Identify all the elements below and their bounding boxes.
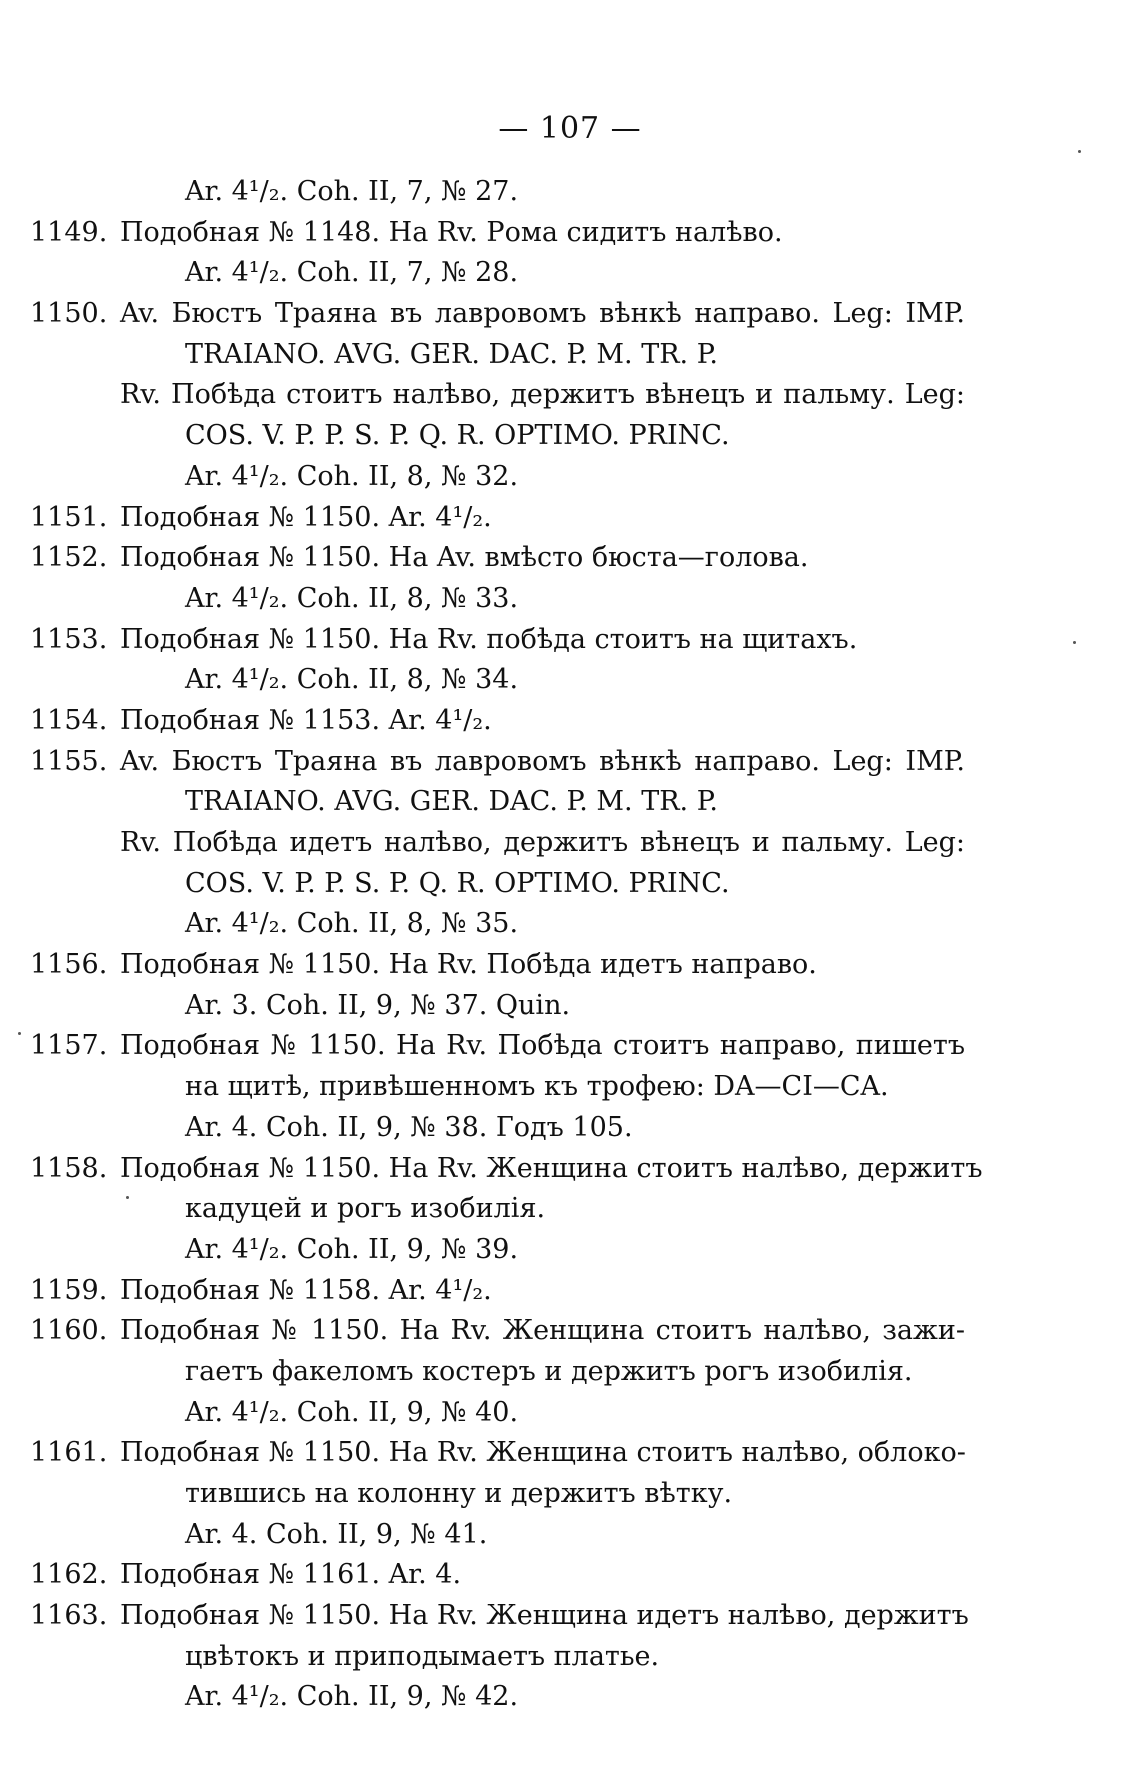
text-line bbox=[0, 1637, 1140, 1678]
line-text: Ar. 4¹/₂. Coh. II, 8, № 33. bbox=[185, 582, 519, 614]
entry-line bbox=[0, 701, 1140, 742]
entry-line bbox=[0, 1271, 1140, 1312]
text-line bbox=[0, 457, 1140, 498]
entry-number: 1159. bbox=[30, 1274, 108, 1306]
entry-number: 1156. bbox=[30, 949, 108, 981]
line-text: Подобная № 1158. Ar. 4¹/₂. bbox=[120, 1274, 492, 1306]
line-text: Подобная № 1150. На Av. вмѣсто бюста—голова. bbox=[120, 542, 809, 574]
line-text: Ar. 4. Coh. II, 9, № 38. Годъ 105. bbox=[185, 1111, 633, 1143]
text-line bbox=[0, 782, 1140, 823]
text-line bbox=[0, 660, 1140, 701]
entry-number: 1161. bbox=[30, 1437, 108, 1469]
entry-number: 1151. bbox=[30, 501, 108, 533]
entry-number: 1163. bbox=[30, 1600, 108, 1632]
text-line bbox=[0, 335, 1140, 376]
entry-number: 1160. bbox=[30, 1315, 108, 1347]
line-text: Подобная № 1150. На Rv. Женщина стоитъ налѣво, держитъ bbox=[120, 1152, 983, 1184]
entry-line bbox=[0, 945, 1140, 986]
line-text: цвѣтокъ и приподымаетъ платье. bbox=[185, 1640, 660, 1672]
line-text: гаетъ факеломъ костеръ и держитъ рогъ изобилія. bbox=[185, 1355, 913, 1387]
text-line bbox=[0, 375, 1140, 416]
line-text: Подобная № 1150. На Rv. Побѣда стоитъ направо, пишетъ bbox=[120, 1030, 965, 1062]
entry-line bbox=[0, 538, 1140, 579]
line-text: Ar. 4¹/₂. Coh. II, 7, № 28. bbox=[185, 257, 519, 289]
line-text: Подобная № 1150. На Rv. Женщина стоитъ налѣво, облоко- bbox=[120, 1437, 966, 1469]
line-text: тившись на колонну и держитъ вѣтку. bbox=[185, 1478, 733, 1509]
entry-line bbox=[0, 742, 1140, 783]
line-text: Ar. 3. Coh. II, 9, № 37. Quin. bbox=[185, 989, 571, 1021]
line-text: Ar. 4¹/₂. Coh. II, 8, № 35. bbox=[185, 908, 519, 940]
line-text: Ar. 4¹/₂. Coh. II, 7, № 27. bbox=[185, 176, 519, 207]
line-text: Подобная № 1148. На Rv. Рома сидитъ налѣво. bbox=[120, 216, 783, 248]
line-text: TRAIANO. AVG. GER. DAC. P. M. TR. P. bbox=[185, 786, 718, 818]
line-text: Ar. 4¹/₂. Coh. II, 8, № 32. bbox=[185, 460, 519, 492]
print-speck bbox=[1073, 641, 1076, 644]
print-speck bbox=[18, 1032, 21, 1035]
entry-number: 1152. bbox=[30, 542, 108, 574]
text-line bbox=[0, 172, 1140, 213]
line-text: Av. Бюстъ Траяна въ лавровомъ вѣнкѣ направо. Leg: IMP. bbox=[120, 298, 965, 330]
line-text: Подобная № 1161. Ar. 4. bbox=[120, 1559, 462, 1591]
entry-number: 1162. bbox=[30, 1559, 108, 1591]
line-text: Ar. 4. Coh. II, 9, № 41. bbox=[185, 1518, 488, 1550]
entry-line bbox=[0, 1555, 1140, 1596]
page-number: — 107 — bbox=[498, 111, 642, 146]
text-line bbox=[0, 823, 1140, 864]
entry-line bbox=[0, 1149, 1140, 1190]
entry-line bbox=[0, 498, 1140, 539]
text-line bbox=[0, 986, 1140, 1027]
entry-number: 1155. bbox=[30, 745, 108, 777]
entry-line bbox=[0, 1026, 1140, 1067]
entry-number: 1157. bbox=[30, 1030, 108, 1062]
line-text: TRAIANO. AVG. GER. DAC. P. M. TR. P. bbox=[185, 338, 718, 370]
text-line bbox=[0, 416, 1140, 457]
text-line bbox=[0, 1515, 1140, 1556]
line-text: Av. Бюстъ Траяна въ лавровомъ вѣнкѣ направо. Leg: IMP. bbox=[120, 745, 965, 777]
entry-line bbox=[0, 1311, 1140, 1352]
entry-line bbox=[0, 1596, 1140, 1637]
entry-line bbox=[0, 1433, 1140, 1474]
text-line bbox=[0, 1393, 1140, 1434]
line-text: COS. V. P. P. S. P. Q. R. OPTIMO. PRINC. bbox=[185, 420, 730, 452]
text-line bbox=[0, 904, 1140, 945]
line-text: Rv. Побѣда идетъ налѣво, держитъ вѣнецъ и пальму. Leg: bbox=[120, 827, 965, 858]
text-line bbox=[0, 253, 1140, 294]
text-line bbox=[0, 1067, 1140, 1108]
entry-number: 1154. bbox=[30, 704, 108, 736]
line-text: Подобная № 1150. На Rv. побѣда стоитъ на щитахъ. bbox=[120, 623, 858, 655]
text-line bbox=[0, 1677, 1140, 1718]
entry-line bbox=[0, 294, 1140, 335]
text-line bbox=[0, 1352, 1140, 1393]
text-line bbox=[0, 1474, 1140, 1515]
print-speck bbox=[1078, 150, 1081, 153]
entry-number: 1149. bbox=[30, 216, 108, 248]
entry-line bbox=[0, 213, 1140, 254]
text-line bbox=[0, 864, 1140, 905]
line-text: Ar. 4¹/₂. Coh. II, 8, № 34. bbox=[185, 664, 519, 696]
line-text: Rv. Побѣда стоитъ налѣво, держитъ вѣнецъ и пальму. Leg: bbox=[120, 379, 965, 411]
text-line bbox=[0, 1230, 1140, 1271]
catalog-entries bbox=[0, 172, 1140, 1718]
line-text: кадуцей и рогъ изобилія. bbox=[185, 1193, 546, 1225]
line-text: Подобная № 1150. На Rv. Женщина стоитъ налѣво, зажи- bbox=[120, 1315, 965, 1347]
line-text: Ar. 4¹/₂. Coh. II, 9, № 39. bbox=[185, 1233, 519, 1265]
entry-line bbox=[0, 620, 1140, 661]
line-text: Ar. 4¹/₂. Coh. II, 9, № 40. bbox=[185, 1396, 519, 1428]
print-speck bbox=[126, 1196, 129, 1199]
text-line bbox=[0, 1108, 1140, 1149]
line-text: Подобная № 1153. Ar. 4¹/₂. bbox=[120, 704, 492, 736]
line-text: на щитѣ, привѣшенномъ къ трофею: DA—CI—CA. bbox=[185, 1071, 889, 1103]
text-line bbox=[0, 579, 1140, 620]
line-text: Подобная № 1150. На Rv. Побѣда идетъ направо. bbox=[120, 949, 817, 981]
line-text: Ar. 4¹/₂. Coh. II, 9, № 42. bbox=[185, 1681, 519, 1713]
line-text: Подобная № 1150. Ar. 4¹/₂. bbox=[120, 501, 492, 533]
entry-number: 1153. bbox=[30, 623, 108, 655]
line-text: COS. V. P. P. S. P. Q. R. OPTIMO. PRINC. bbox=[185, 867, 730, 899]
entry-number: 1150. bbox=[30, 298, 108, 330]
text-line bbox=[0, 1189, 1140, 1230]
entry-number: 1158. bbox=[30, 1152, 108, 1184]
line-text: Подобная № 1150. На Rv. Женщина идетъ налѣво, держитъ bbox=[120, 1600, 969, 1632]
